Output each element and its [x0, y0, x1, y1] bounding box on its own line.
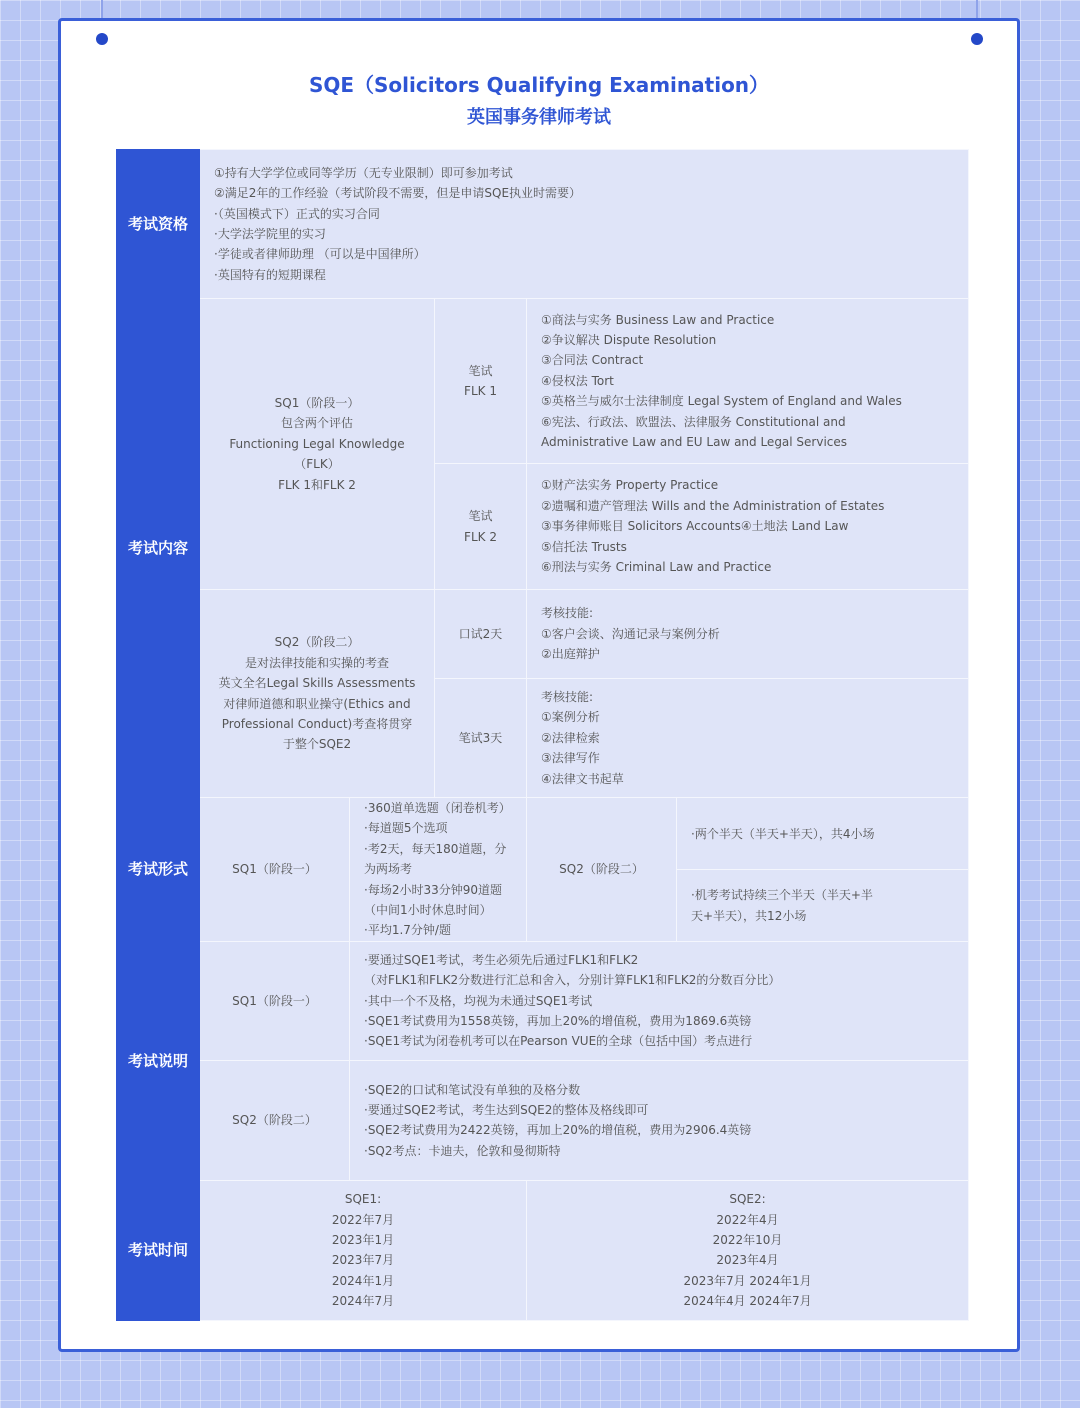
sqe1-dates	[200, 1180, 527, 1320]
sqe2-dates-text: SQE2: 2022年4月 2022年10月 2023年4月 2023年7月 2024年1月 2024年4月 2024年7月	[683, 1192, 812, 1309]
pin-dot-left	[96, 33, 108, 45]
row-content-oral	[117, 590, 969, 679]
page-title: SQE（Solicitors Qualifying Examination）	[308, 73, 770, 97]
eligibility-text	[200, 150, 969, 299]
flk2-label	[435, 464, 527, 590]
written-exam-skills	[527, 679, 969, 798]
row-content-flk1	[117, 299, 969, 464]
written-exam-label: 笔试3天	[435, 679, 527, 798]
info-card	[58, 18, 1020, 1352]
format-sq1-details	[350, 798, 527, 942]
format-sq1-details-text: ·360道单选题（闭卷机考） ·每道题5个选项 ·考2天，每天180道题，分为两场考 ·每场2小时33分钟90道题 （中间1小时休息时间） ·平均1.7分钟/题	[364, 801, 511, 938]
sq2-description-text: SQ2（阶段二） 是对法律技能和实操的考查 英文全名Legal Skills Assessments 对律师道德和职业操守(Ethics and Professional Conduct)考查将贯穿 于整个SQE2	[218, 635, 416, 752]
flk2-subjects	[527, 464, 969, 590]
notes-sq2-details-text: ·SQE2的口试和笔试没有单独的及格分数 ·要通过SQE2考试，考生达到SQE2的整体及格线即可 ·SQE2考试费用为2422英镑，再加上20%的增值税，费用为2906.4英镑 ·SQ2考点：卡迪夫，伦敦和曼彻斯特	[364, 1082, 752, 1158]
oral-exam-label: 口试2天	[435, 590, 527, 679]
sqe2-dates	[527, 1180, 969, 1320]
sqe-info-table	[116, 149, 969, 1321]
section-header-format: 考试形式	[117, 798, 200, 942]
sqe1-dates-text: SQE1: 2022年7月 2023年1月 2023年7月 2024年1月 2024年7月	[331, 1192, 395, 1309]
sq2-description	[200, 590, 435, 798]
row-notes-sq1	[117, 941, 969, 1060]
row-format-a	[117, 798, 969, 870]
sq1-description-text: SQ1（阶段一） 包含两个评估 Functioning Legal Knowledge（FLK） FLK 1和FLK 2	[229, 395, 405, 492]
row-dates	[117, 1180, 969, 1320]
row-eligibility	[117, 150, 969, 299]
notes-sq2-label: SQ2（阶段二）	[200, 1060, 350, 1180]
format-sq2-written	[677, 870, 969, 941]
flk1-subjects-text: ①商法与实务 Business Law and Practice ②争议解决 Dispute Resolution ③合同法 Contract ④侵权法 Tort ⑤英格兰与威尔士法律制度 Legal System of England and Wales ⑥宪法、行政法、欧盟法、法律服务 Constitutional and Administrative Law and EU Law and Legal Services	[541, 312, 902, 450]
notes-sq2-details	[350, 1060, 969, 1180]
row-notes-sq2	[117, 1060, 969, 1180]
pin-dot-right	[971, 33, 983, 45]
notes-sq1-details	[350, 941, 969, 1060]
format-sq2-oral: ·两个半天（半天+半天），共4小场	[677, 798, 969, 870]
flk2-label-text: 笔试 FLK 2	[464, 509, 497, 544]
section-header-content: 考试内容	[117, 299, 200, 798]
notes-sq1-details-text: ·要通过SQE1考试，考生必须先后通过FLK1和FLK2 （对FLK1和FLK2分数进行汇总和舍入，分别计算FLK1和FLK2的分数百分比） ·其中一个不及格，均视为未通过SQE1考试 ·SQE1考试费用为1558英镑，再加上20%的增值税，费用为1869.6英镑 ·SQE1考试为闭卷机考可以在Pearson VUE的全球（包括中国）考点进行	[364, 952, 781, 1049]
section-header-eligibility: 考试资格	[117, 150, 200, 299]
oral-exam-skills	[527, 590, 969, 679]
oral-exam-skills-text: 考核技能: ①客户会谈、沟通记录与案例分析 ②出庭辩护	[541, 606, 720, 662]
section-header-dates: 考试时间	[117, 1180, 200, 1320]
section-header-notes: 考试说明	[117, 941, 200, 1180]
flk1-label-text: 笔试 FLK 1	[464, 363, 497, 398]
notes-sq1-label: SQ1（阶段一）	[200, 941, 350, 1060]
flk2-subjects-text: ①财产法实务 Property Practice ②遗嘱和遗产管理法 Wills and the Administration of Estates ③事务律师账目 Solicitors Accounts④土地法 Land Law ⑤信托法 Trusts ⑥刑法与实务 Criminal Law and Practice	[541, 478, 885, 575]
eligibility-list: ①持有大学学位或同等学历（无专业限制）即可参加考试 ②满足2年的工作经验（考试阶段不需要，但是申请SQE执业时需要） ·（英国模式下）正式的实习合同 ·大学法学院里的实习 ·学徒或者律师助理 （可以是中国律所） ·英国特有的短期课程	[214, 165, 582, 282]
flk1-subjects	[527, 299, 969, 464]
format-sq2-written-text: ·机考考试持续三个半天（半天+半 天+半天），共12小场	[691, 888, 873, 923]
format-sq2-label: SQ2（阶段二）	[527, 798, 677, 942]
flk1-label	[435, 299, 527, 464]
format-sq1-label: SQ1（阶段一）	[200, 798, 350, 942]
written-exam-skills-text: 考核技能: ①案例分析 ②法律检索 ③法律写作 ④法律文书起草	[541, 689, 624, 786]
sq1-description	[200, 299, 435, 590]
page-subtitle: 英国事务律师考试	[467, 107, 611, 128]
